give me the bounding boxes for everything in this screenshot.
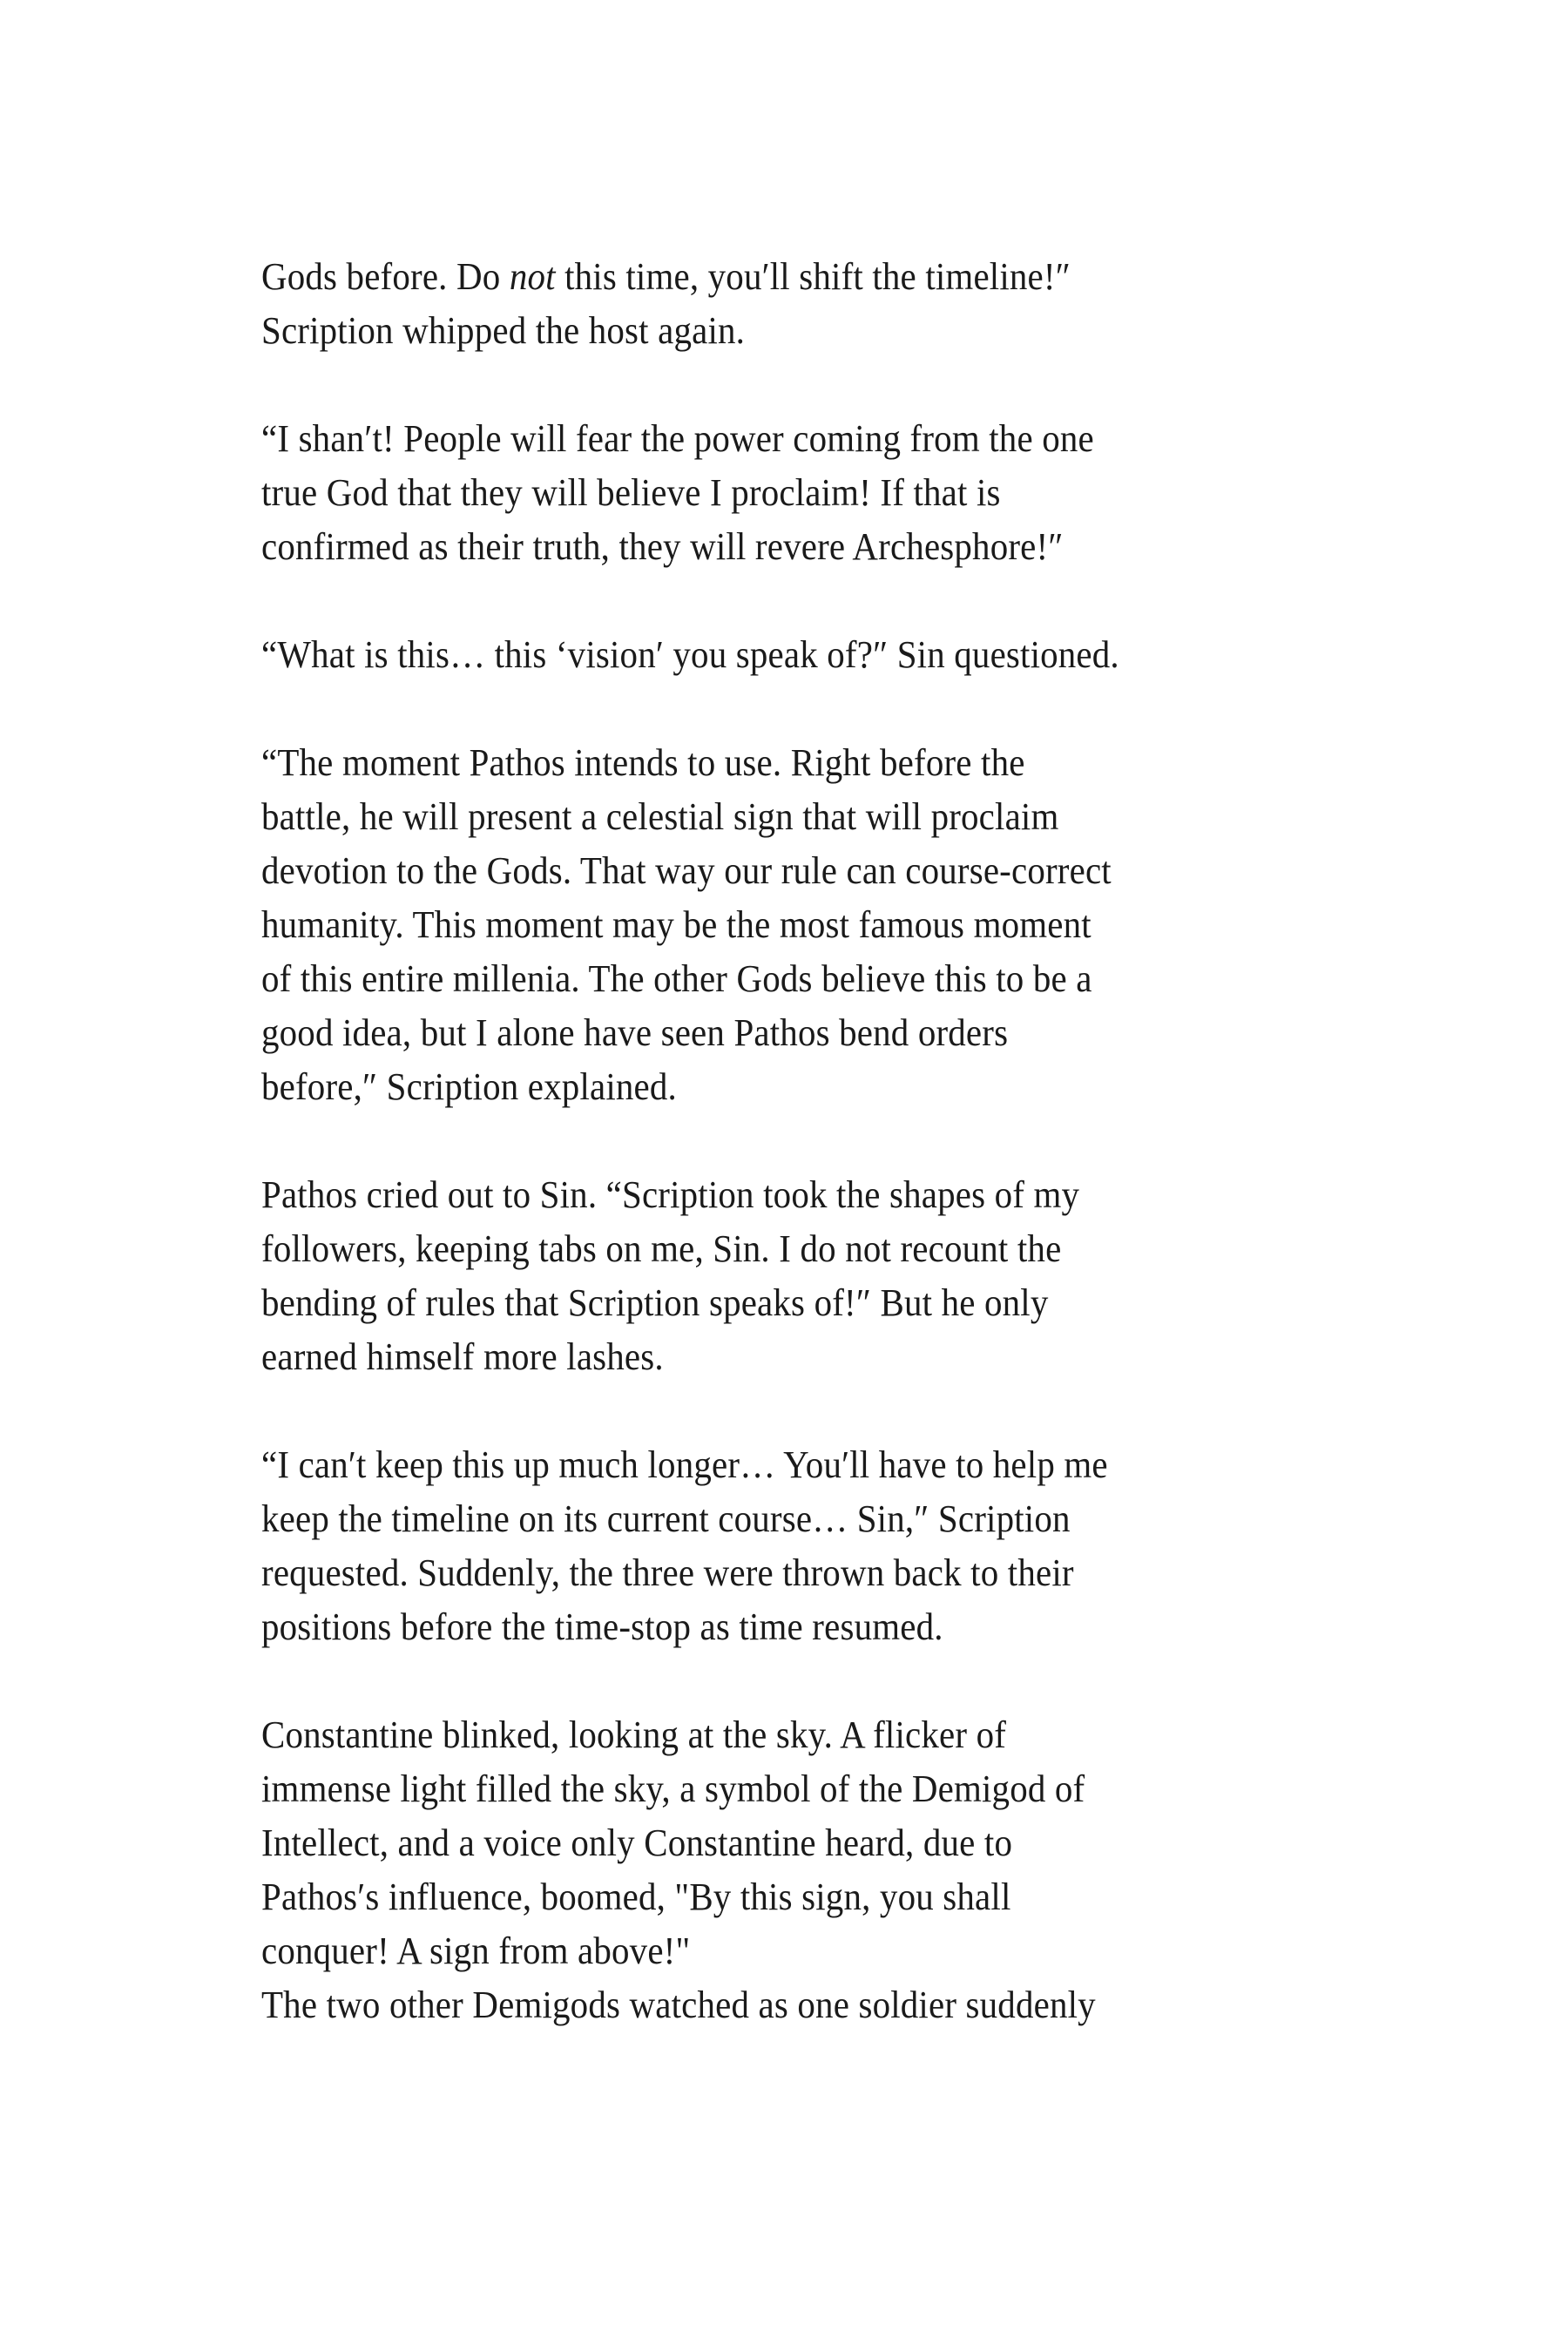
paragraph bbox=[261, 628, 1307, 682]
text-line: Pathos cried out to Sin. “Scription took the shapes of my bbox=[261, 1173, 1080, 1216]
text-run: Gods before. Do bbox=[261, 255, 510, 298]
paragraph-gap bbox=[261, 358, 1307, 412]
paragraph-gap bbox=[261, 1384, 1307, 1438]
text-line: Constantine blinked, looking at the sky. A flicker of bbox=[261, 1713, 1007, 1756]
text-line: “What is this… this ‘vision′ you speak of?″ Sin questioned. bbox=[261, 633, 1119, 676]
paragraph bbox=[261, 412, 1307, 574]
text-line: requested. Suddenly, the three were thrown back to their bbox=[261, 1551, 1074, 1594]
text-line: followers, keeping tabs on me, Sin. I do not recount the bbox=[261, 1227, 1062, 1270]
paragraph-gap bbox=[261, 574, 1307, 628]
text-line: devotion to the Gods. That way our rule can course-correct bbox=[261, 849, 1112, 892]
text-line: confirmed as their truth, they will revere Archesphore!″ bbox=[261, 525, 1064, 568]
text-line: bending of rules that Scription speaks of!″ But he only bbox=[261, 1281, 1049, 1324]
paragraph bbox=[261, 1438, 1307, 1654]
text-line: The two other Demigods watched as one soldier suddenly bbox=[261, 1984, 1096, 2026]
text-line: Pathos′s influence, boomed, "By this sign, you shall bbox=[261, 1876, 1011, 1918]
text-line: true God that they will believe I proclaim! If that is bbox=[261, 471, 1001, 514]
text-line: “I can′t keep this up much longer… You′ll have to help me bbox=[261, 1443, 1108, 1486]
text-line: humanity. This moment may be the most famous moment bbox=[261, 903, 1092, 946]
text-line: conquer! A sign from above!" bbox=[261, 1930, 691, 1972]
text-line: before,″ Scription explained. bbox=[261, 1065, 677, 1108]
emphasis-text: not bbox=[509, 255, 556, 298]
text-line: immense light filled the sky, a symbol of the Demigod of bbox=[261, 1767, 1085, 1810]
paragraph bbox=[261, 1708, 1307, 2032]
paragraph bbox=[261, 250, 1307, 358]
paragraph-gap bbox=[261, 1654, 1307, 1708]
text-line: “I shan′t! People will fear the power coming from the one bbox=[261, 417, 1094, 460]
text-line: earned himself more lashes. bbox=[261, 1335, 664, 1378]
text-line: good idea, but I alone have seen Pathos bend orders bbox=[261, 1011, 1009, 1054]
text-line: Intellect, and a voice only Constantine heard, due to bbox=[261, 1821, 1013, 1864]
text-line: of this entire millenia. The other Gods believe this to be a bbox=[261, 957, 1092, 1000]
paragraph-gap bbox=[261, 1114, 1307, 1168]
document-page bbox=[261, 250, 1307, 2032]
text-run: this time, you′ll shift the timeline!″ bbox=[555, 255, 1071, 298]
text-line bbox=[261, 250, 1233, 304]
text-line: positions before the time-stop as time resumed. bbox=[261, 1605, 943, 1648]
paragraph bbox=[261, 1168, 1307, 1384]
text-line: keep the timeline on its current course… Sin,″ Scription bbox=[261, 1497, 1071, 1540]
paragraph-gap bbox=[261, 682, 1307, 736]
text-line: Scription whipped the host again. bbox=[261, 309, 746, 352]
text-line: battle, he will present a celestial sign that will proclaim bbox=[261, 795, 1059, 838]
paragraph bbox=[261, 736, 1307, 1114]
text-line: “The moment Pathos intends to use. Right before the bbox=[261, 741, 1025, 784]
